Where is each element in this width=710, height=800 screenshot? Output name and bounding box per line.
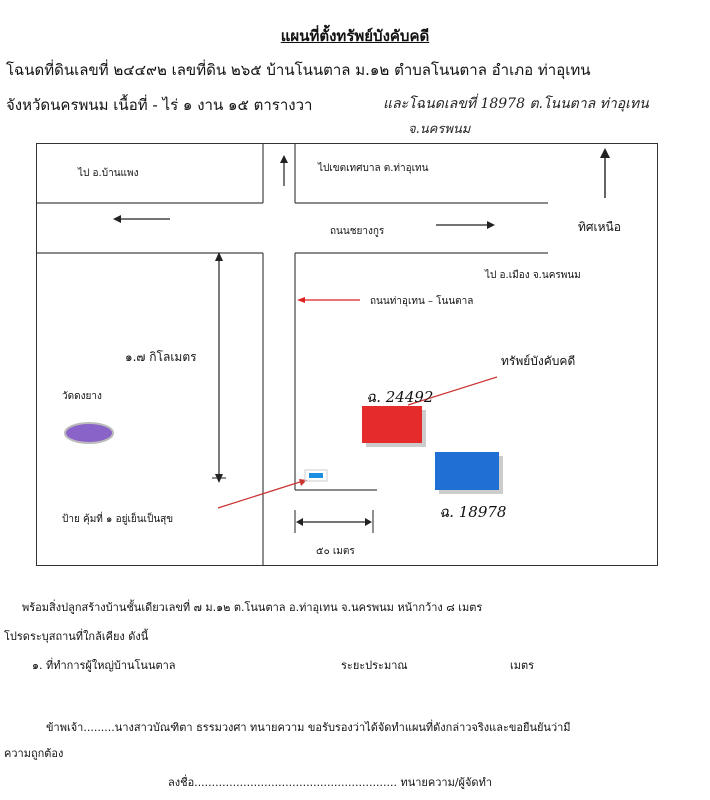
label-north: ทิศเหนือ bbox=[578, 220, 621, 234]
nearby-item-1-distance: ระยะประมาณ bbox=[341, 659, 408, 672]
label-distance-m: ๕๐ เมตร bbox=[316, 546, 355, 557]
certify-line-2: ความถูกต้อง bbox=[4, 747, 64, 760]
handwritten-note-1: และโฉนดเลขที่ 18978 ต.โนนตาล ท่าอุเทน bbox=[383, 96, 649, 112]
page-title: แผนที่ตั้งทรัพย์บังคับคดี bbox=[280, 27, 430, 45]
label-to-municipality: ไปเขตเทศบาล ต.ท่าอุเทน bbox=[318, 163, 429, 174]
nearby-item-1-unit: เมตร bbox=[510, 659, 535, 672]
label-road-chayangkun: ถนนชยางกูร bbox=[330, 226, 385, 237]
dim-head-right bbox=[365, 518, 372, 526]
parcel-18978-fill bbox=[435, 452, 499, 490]
certify-line-1: ข้าพเจ้า.........นางสาวบัณฑิตา ธรรมวงศา ทนายความ ขอรับรองว่าได้จัดทำแผนที่ดังกล่าวจริงและขอยืนยันว่ามี bbox=[46, 721, 571, 734]
sign-marker-fill bbox=[309, 473, 323, 478]
label-temple: วัดดงยาง bbox=[62, 391, 102, 402]
signature-line: ลงชื่อ.......................................................... ทนายความ/ผู้จัดทำ bbox=[168, 776, 493, 789]
red-pointer-sign bbox=[218, 481, 303, 508]
nearby-item-1: ๑. ที่ทำการผู้ใหญ่บ้านโนนตาล bbox=[32, 659, 176, 672]
temple-marker bbox=[65, 423, 113, 443]
left-arrow-head bbox=[113, 215, 121, 223]
right-arrow-head bbox=[487, 221, 495, 229]
nearby-line: โปรดระบุสถานที่ใกล้เคียง ดังนี้ bbox=[4, 630, 149, 643]
north-arrow-head bbox=[600, 148, 610, 158]
label-road-tha-uthen: ถนนท่าอุเทน – โนนตาล bbox=[370, 296, 474, 307]
label-seized-property: ทรัพย์บังคับคดี bbox=[501, 354, 576, 368]
deed-info-line: โฉนดที่ดินเลขที่ ๒๔๔๙๒ เลขที่ดิน ๒๖๕ บ้านโนนตาล ม.๑๒ ตำบลโนนตาล อำเภอ ท่าอุเทน bbox=[6, 61, 591, 79]
parcel-24492-fill bbox=[362, 406, 422, 443]
label-parcel-24492: ฉ. 24492 bbox=[366, 388, 434, 406]
label-distance-km: ๑.๗ กิโลเมตร bbox=[125, 350, 197, 364]
red-pointer-road-head bbox=[297, 297, 305, 303]
up-arrow-head bbox=[280, 155, 288, 163]
handwritten-note-2: จ.นครพนม bbox=[408, 122, 471, 137]
red-pointer-sign-head bbox=[299, 479, 307, 486]
dim-head-left bbox=[296, 518, 303, 526]
building-line: พร้อมสิ่งปลูกสร้างบ้านชั้นเดียวเลขที่ ๗ ม.๑๒ ต.โนนตาล อ.ท่าอุเทน จ.นครพนม หน้ากว้าง ๘ เมตร bbox=[22, 601, 483, 614]
label-parcel-18978: ฉ. 18978 bbox=[439, 503, 507, 521]
area-info-line: จังหวัดนครพนม เนื้อที่ - ไร่ ๑ งาน ๑๕ ตารางวา bbox=[6, 96, 313, 114]
label-to-ban-phaeng: ไป อ.บ้านแพง bbox=[78, 168, 139, 179]
label-to-mueang: ไป อ.เมือง จ.นครพนม bbox=[485, 270, 581, 281]
label-sign: ป้าย คุ้มที่ ๑ อยู่เย็นเป็นสุข bbox=[62, 514, 174, 525]
